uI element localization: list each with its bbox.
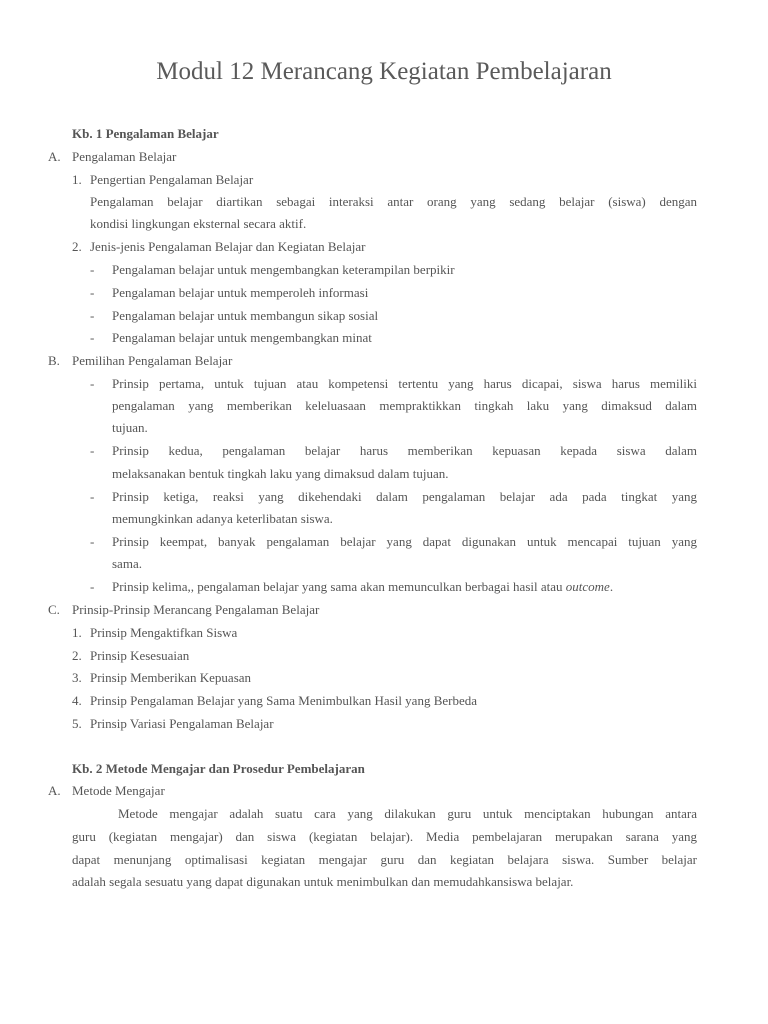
paragraph-line: Metode mengajar adalah suatu cara yang dilakukan guru untuk menciptakan hubungan antara <box>118 806 697 821</box>
principle-line: Prinsip keempat, banyak pengalaman belajar yang dapat digunakan untuk mencapai tujuan yang <box>112 534 697 549</box>
kb1-a-item1-marker: 1. <box>72 172 82 187</box>
kb2-a-label: Metode Mengajar <box>72 783 165 798</box>
numbered-marker: 3. <box>72 670 82 685</box>
bullet-dash: - <box>90 579 95 594</box>
kb1-c-marker: C. <box>48 602 60 617</box>
kb1-a-label: Pengalaman Belajar <box>72 149 177 164</box>
list-item: Pengalaman belajar untuk memperoleh informasi <box>112 285 369 300</box>
bullet-dash: - <box>90 285 95 300</box>
list-item: Pengalaman belajar untuk mengembangkan keterampilan berpikir <box>112 262 455 277</box>
principle-line: memungkinkan adanya keterlibatan siswa. <box>112 511 333 526</box>
list-item: Pengalaman belajar untuk membangun sikap sosial <box>112 308 379 323</box>
numbered-marker: 2. <box>72 648 82 663</box>
kb1-a-item1-body-line: kondisi lingkungan eksternal secara aktif. <box>90 216 307 231</box>
kb1-a-item2-label: Jenis-jenis Pengalaman Belajar dan Kegiatan Belajar <box>90 239 366 254</box>
numbered-marker: 4. <box>72 693 82 708</box>
kb1-c-label: Prinsip-Prinsip Merancang Pengalaman Belajar <box>72 602 320 617</box>
principle-line: tujuan. <box>112 420 148 435</box>
principle-line: sama. <box>112 556 142 571</box>
kb1-a-item1-label: Pengertian Pengalaman Belajar <box>90 172 254 187</box>
paragraph-line: guru (kegiatan mengajar) dan siswa (kegiatan belajar). Media pembelajaran merupakan sarana yang <box>72 829 697 844</box>
paragraph-line: dapat menunjang optimalisasi kegiatan mengajar guru dan kegiatan belajara siswa. Sumber belajar <box>72 852 697 867</box>
principle-line: pengalaman yang memberikan keleluasaan mempraktikkan tingkah laku yang dimaksud dalam <box>112 398 697 413</box>
list-item: Prinsip Memberikan Kepuasan <box>90 670 252 685</box>
kb1-b-marker: B. <box>48 353 60 368</box>
document-title: Modul 12 Merancang Kegiatan Pembelajaran <box>156 58 612 85</box>
principle-line: Prinsip ketiga, reaksi yang dikehendaki dalam pengalaman belajar ada pada tingkat yang <box>112 489 697 504</box>
principle-line: Prinsip kedua, pengalaman belajar harus memberikan kepuasan kepada siswa dalam <box>112 443 697 458</box>
kb1-b-label: Pemilihan Pengalaman Belajar <box>72 353 233 368</box>
principle-line: melaksanakan bentuk tingkah laku yang dimaksud dalam tujuan. <box>112 466 449 481</box>
kb1-heading: Kb. 1 Pengalaman Belajar <box>72 126 219 141</box>
paragraph-line: adalah segala sesuatu yang dapat digunakan untuk menimbulkan dan memudahkansiswa belajar. <box>72 874 574 889</box>
bullet-dash: - <box>90 443 95 458</box>
list-item: Prinsip Pengalaman Belajar yang Sama Menimbulkan Hasil yang Berbeda <box>90 693 478 708</box>
list-item: Prinsip Mengaktifkan Siswa <box>90 625 238 640</box>
principle-line: Prinsip pertama, untuk tujuan atau kompetensi tertentu yang harus dicapai, siswa harus memiliki <box>112 376 697 391</box>
list-item: Prinsip Variasi Pengalaman Belajar <box>90 716 274 731</box>
bullet-dash: - <box>90 376 95 391</box>
principle-text: Prinsip kelima,, pengalaman belajar yang sama akan memunculkan berbagai hasil atau <box>112 579 563 594</box>
list-item: Prinsip Kesesuaian <box>90 648 190 663</box>
outcome-term: outcome <box>565 579 610 594</box>
bullet-dash: - <box>90 489 95 504</box>
kb1-a-item2-marker: 2. <box>72 239 82 254</box>
kb2-a-marker: A. <box>48 783 61 798</box>
bullet-dash: - <box>90 534 95 549</box>
bullet-dash: - <box>90 308 95 323</box>
bullet-dash: - <box>90 262 95 277</box>
kb1-a-marker: A. <box>48 149 61 164</box>
numbered-marker: 5. <box>72 716 82 731</box>
bullet-dash: - <box>90 330 95 345</box>
numbered-marker: 1. <box>72 625 82 640</box>
kb1-a-item1-body-line: Pengalaman belajar diartikan sebagai interaksi antar orang yang sedang belajar (siswa) dengan <box>90 194 697 209</box>
kb2-heading: Kb. 2 Metode Mengajar dan Prosedur Pembelajaran <box>72 761 365 776</box>
list-item: Pengalaman belajar untuk mengembangkan minat <box>112 330 372 345</box>
principle-line <box>112 579 613 595</box>
principle-end: . <box>609 579 614 594</box>
